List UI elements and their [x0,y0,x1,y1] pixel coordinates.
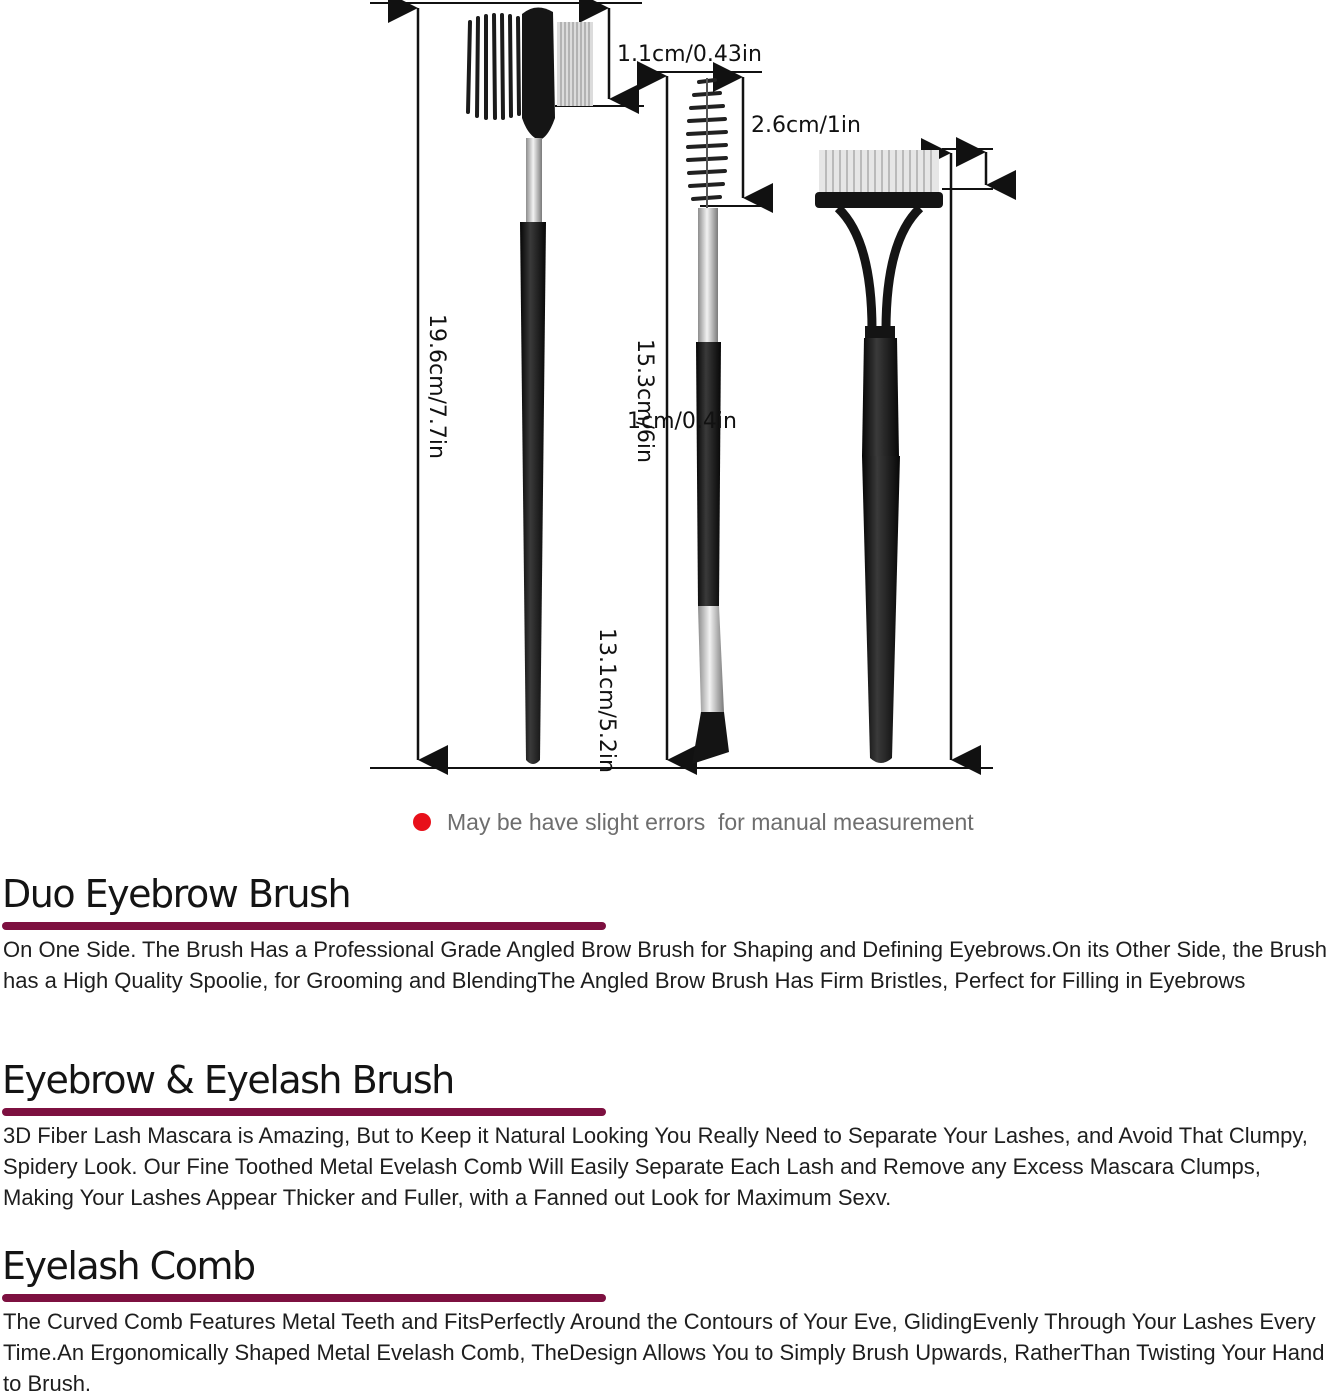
section-eyebrow-eyelash-brush [0,1058,1337,1213]
duo-eyebrow-brush-illustration [468,7,593,764]
section-title: Eyebrow & Eyelash Brush [2,1058,454,1102]
eyelash-comb-illustration [815,150,943,763]
section-divider [2,1108,606,1116]
section-eyelash-comb [0,1244,1337,1399]
section-divider [2,922,606,930]
section-description: The Curved Comb Features Metal Teeth and FitsPerfectly Around the Contours of Your Eve, GlidingEvenly Through Your Lashes Every Time.An Ergonomically Shaped Metal Evelash Comb, TheDesign Allows You to Simply Brush Upwards, RatherThan Twisting Your Hand to Brush. [3,1309,1325,1396]
section-title: Eyelash Comb [2,1244,255,1288]
section-description: 3D Fiber Lash Mascara is Amazing, But to Keep it Natural Looking You Really Need to Separate Your Lashes, and Avoid That Clumpy, Spidery Look. Our Fine Toothed Metal Evelash Comb Will Easily Separate Each Lash and Remove any Excess Mascara Clumps, Making Your Lashes Appear Thicker and Fuller, with a Fanned out Look for Maximum Sexv. [3,1123,1308,1210]
tool2-angled-head-dimension-label: 1cm/0.4in [627,409,737,434]
section-description: On One Side. The Brush Has a Professional Grade Angled Brow Brush for Shaping and Defining Eyebrows.On its Other Side, the Brush has a High Quality Spoolie, for Grooming and BlendingThe Angled Brow Brush Has Firm Bristles, Perfect for Filling in Eyebrows [3,937,1327,993]
measurement-lines [370,3,993,768]
section-duo-eyebrow-brush [0,872,1337,996]
measurement-note: May be have slight errors for manual measurement [447,809,974,835]
section-title: Duo Eyebrow Brush [2,872,351,916]
tool1-total-length-label: 19.6cm/7.7in [424,314,449,459]
note-bullet-icon [413,813,431,831]
tool2-total-length-label: 15.3cm/6in [632,339,657,463]
tool2-handle-length-label: 13.1cm/5.2in [594,628,619,773]
tool1-head-dimension-label: 1.1cm/0.43in [617,42,762,67]
section-divider [2,1294,606,1302]
tool2-head-dimension-label: 2.6cm/1in [751,113,861,138]
